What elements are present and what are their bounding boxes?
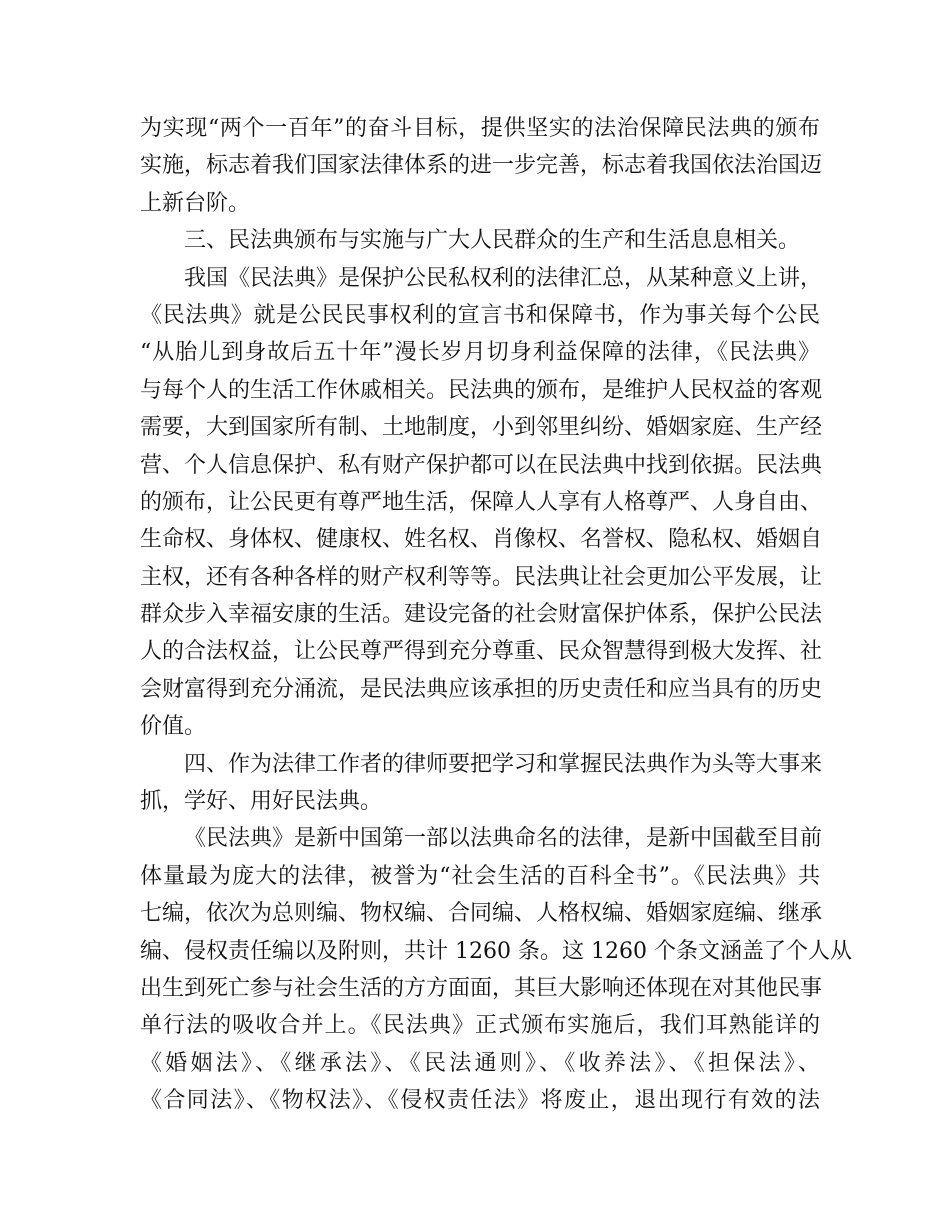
text-line: 主权，还有各种各样的财产权利等等。民法典让社会更加公平发展，让	[140, 564, 823, 590]
text-line: 出生到死亡参与社会生活的方方面面，其巨大影响还体现在对其他民事	[140, 975, 823, 1001]
text-line: 单行法的吸收合并上。《民法典》正式颁布实施后，我们耳熟能详的	[140, 1013, 820, 1039]
text-line: 七编，依次为总则编、物权编、合同编、人格权编、婚姻家庭编、继承	[140, 901, 823, 927]
text-line: 《民法典》是新中国第一部以法典命名的法律，是新中国截至目前	[184, 826, 823, 852]
text-line: 的颁布，让公民更有尊严地生活，保障人人享有人格尊严、人身自由、	[140, 489, 823, 515]
section-heading: 三、民法典颁布与实施与广大人民群众的生产和生活息息相关。	[184, 228, 801, 254]
text-line: 生命权、身体权、健康权、姓名权、肖像权、名誉权、隐私权、婚姻自	[140, 527, 823, 553]
text-line: 营、个人信息保护、私有财产保护都可以在民法典中找到依据。民法典	[140, 452, 823, 478]
text-line: 会财富得到充分涌流，是民法典应该承担的历史责任和应当具有的历史	[140, 676, 823, 702]
text-line: 群众步入幸福安康的生活。建设完备的社会财富保护体系，保护公民法	[140, 602, 823, 628]
text-line: 上新台阶。	[140, 190, 251, 216]
document-body	[140, 110, 852, 1120]
text-line: 抓，学好、用好民法典。	[140, 789, 383, 815]
text-line: 《婚姻法》、《继承法》、《民法通则》、《收养法》、《担保法》、	[140, 1050, 820, 1076]
section-heading: 四、作为法律工作者的律师要把学习和掌握民法典作为头等大事来	[184, 751, 823, 777]
text-line: 《民法典》就是公民民事权利的宣言书和保障书，作为事关每个公民	[140, 302, 820, 328]
text-line: 人的合法权益，让公民尊严得到充分尊重、民众智慧得到极大发挥、社	[140, 639, 823, 665]
text-line: 与每个人的生活工作休戚相关。民法典的颁布，是维护人民权益的客观	[140, 377, 823, 403]
text-line: 为实现“两个一百年”的奋斗目标，提供坚实的法治保障民法典的颁布	[140, 116, 820, 141]
text-line: 需要，大到国家所有制、土地制度，小到邻里纠纷、婚姻家庭、生产经	[140, 415, 823, 441]
text-line: “从胎儿到身故后五十年”漫长岁月切身利益保障的法律，《民法典》	[140, 340, 820, 366]
text-line: 价值。	[140, 714, 207, 740]
text-line: 编、侵权责任编以及附则，共计 1260 条。这 1260 个条文涵盖了个人从	[140, 938, 852, 964]
text-line: 《合同法》、《物权法》、《侵权责任法》将废止，退出现行有效的法	[140, 1088, 820, 1114]
text-line: 实施，标志着我们国家法律体系的进一步完善，标志着我国依法治国迈	[140, 153, 823, 179]
text-line: 我国《民法典》是保护公民私权利的法律汇总，从某种意义上讲，	[184, 265, 823, 291]
text-line: 体量最为庞大的法律，被誉为“社会生活的百科全书”。《民法典》共	[140, 863, 820, 889]
